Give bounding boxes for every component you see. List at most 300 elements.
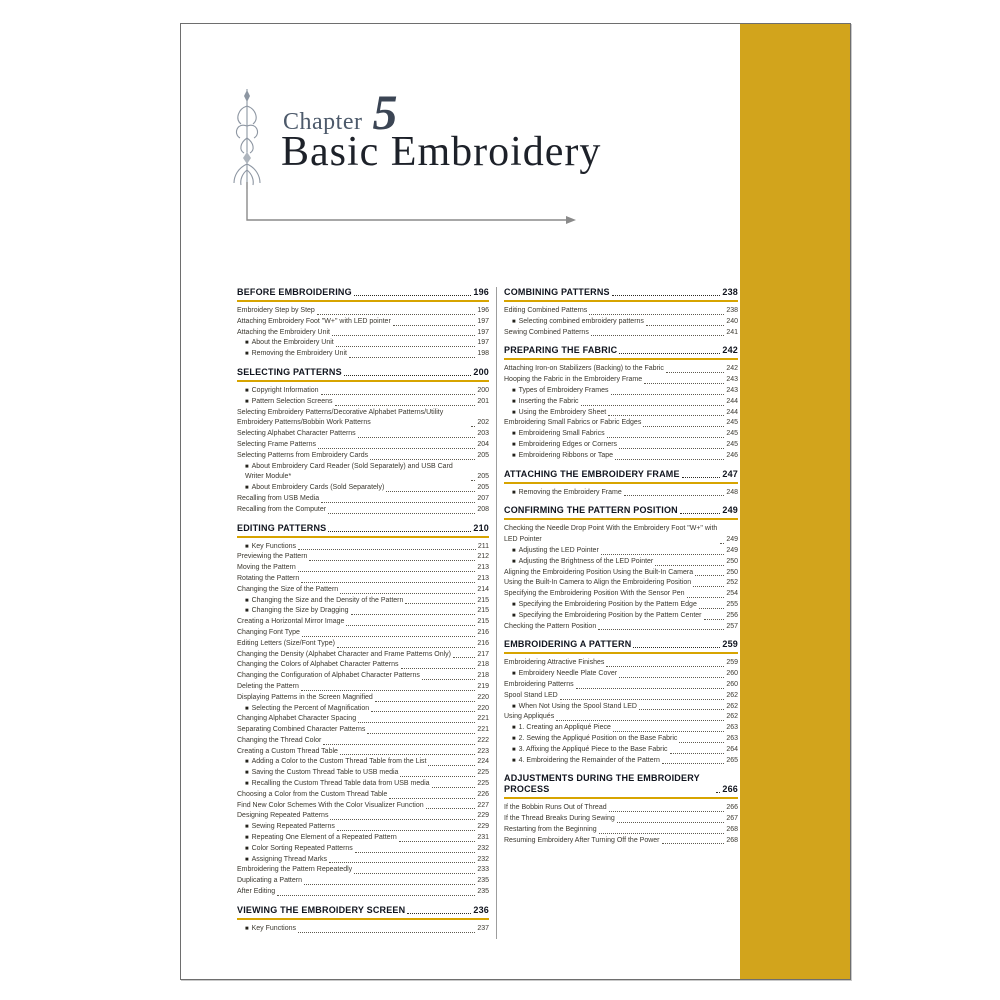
page-number: 266 [726,804,738,812]
toc-entry [504,803,738,814]
toc-entry-label: Changing the Density (Alphabet Character and Frame Patterns Only) [237,650,451,658]
bullet-square-icon: ■ [512,431,516,438]
dot-leader [646,325,724,326]
toc-entry-label: Specifying the Embroidering Position With the Sensor Pen [504,590,685,598]
toc-entry [504,578,738,589]
page-number: 215 [477,618,489,626]
toc-entry-label: ■ Key Functions [245,924,296,932]
page-number: 235 [477,888,489,896]
toc-entry-label: Creating a Horizontal Mirror Image [237,618,345,626]
dot-leader [662,843,725,844]
page-number: 263 [726,724,738,732]
toc-section [504,505,738,632]
page-number: 210 [473,522,489,533]
toc-section [237,905,489,935]
toc-entry-label: ■ About the Embroidery Unit [245,339,334,347]
toc-entry [237,757,489,768]
toc-entry-label: Attaching Iron-on Stabilizers (Backing) to the Fabric [504,365,664,373]
toc-entry [504,658,738,669]
dot-leader [321,502,475,503]
page-number: 245 [726,430,738,438]
toc-entry-label: Using Appliqués [504,713,555,721]
toc-entry [504,386,738,397]
page-number: 262 [726,713,738,721]
page-number: 201 [477,397,489,405]
bullet-square-icon: ■ [512,452,516,459]
toc-entry-label: Hooping the Fabric in the Embroidery Frame [504,376,643,384]
toc-section-header-label: SELECTING PATTERNS [237,366,342,377]
toc-entry-label: Aligning the Embroidering Position Using the Built-In Camera [504,568,694,576]
dot-leader [328,531,471,532]
page-number: 237 [477,924,489,932]
page-number: 241 [726,328,738,336]
page-number: 262 [726,691,738,699]
page-number: 249 [722,505,738,516]
toc-entry [237,386,489,397]
dot-leader [643,426,724,427]
dot-leader [340,754,475,755]
dot-leader [346,625,475,626]
toc-entry-label: ■ Inserting the Fabric [512,397,579,405]
toc-entry-label: Selecting Embroidery Patterns/Decorative Alphabet Patterns/Utility Embroidery Patterns/Bobbin Work Patterns [237,408,444,427]
bullet-square-icon: ■ [512,409,516,416]
page-number: 249 [726,536,738,544]
toc-entry-label: After Editing [237,888,276,896]
bullet-square-icon: ■ [245,608,249,615]
section-gold-rule [504,300,738,302]
dot-leader [612,295,721,296]
dot-leader [344,375,472,376]
dot-leader [655,565,724,566]
toc-entry-label: Selecting Frame Patterns [237,440,316,448]
toc-entry-label: Changing the Configuration of Alphabet Character Patterns [237,672,420,680]
toc-entry-label: ■ 4. Embroidering the Remainder of the Pattern [512,756,660,764]
dot-leader [393,325,476,326]
toc-entry-label: ■ Removing the Embroidery Frame [512,488,622,496]
toc-section [504,287,738,338]
toc-entry-label: Selecting Patterns from Embroidery Cards [237,451,369,459]
toc-entry [237,693,489,704]
toc-section-header-label: EDITING PATTERNS [237,522,327,533]
toc-entry [504,691,738,702]
toc-entry [237,494,489,505]
dot-leader [639,709,724,710]
toc-entry-label: Editing Combined Patterns [504,307,588,314]
bullet-square-icon: ■ [245,543,249,550]
dot-leader [323,744,475,745]
toc-entry [237,306,489,317]
toc-entry [237,768,489,779]
page-number: 218 [477,672,489,680]
page-number: 222 [477,736,489,744]
toc-entry-label: Recalling from USB Media [237,494,320,502]
page-number: 219 [477,682,489,690]
bullet-square-icon: ■ [512,441,516,448]
dot-leader [615,459,724,460]
toc-entry-label: Attaching Embroidery Foot "W+" with LED pointer [237,317,391,325]
page-number: 229 [477,812,489,820]
toc-entry-label: ■ Copyright Information [245,386,319,394]
page-number: 245 [726,419,738,427]
bullet-square-icon: ■ [512,612,516,619]
page-number: 232 [477,844,489,852]
toc-entry-label: Changing the Thread Color [237,736,322,744]
page-number: 235 [477,877,489,885]
toc-section [504,773,738,846]
toc-entry-label: Creating a Custom Thread Table [237,747,338,755]
toc-entry-label: Deleting the Pattern [237,682,299,690]
toc-entry [504,836,738,847]
bullet-square-icon: ■ [245,398,249,405]
toc-entry-label: Changing Font Type [237,628,300,636]
page-number: 245 [726,440,738,448]
toc-section-header [237,905,489,916]
dot-leader [277,895,475,896]
toc-entry-label: If the Thread Breaks During Sewing [504,815,615,823]
toc-entry-label: ■ 2. Sewing the Appliqué Position on the Base Fabric [512,734,678,742]
toc-entry [237,811,489,822]
page-number: 226 [477,790,489,798]
right-arrow-line-icon [237,182,587,228]
toc-entry-label: ■ About Embroidery Card Reader (Sold Separately) and USB Card Writer Module* [245,462,453,481]
toc-entry [237,650,489,661]
toc-entry-label: ■ Color Sorting Repeated Patterns [245,844,353,852]
dot-leader [619,353,720,354]
toc-section-header [504,639,738,650]
toc-entry [237,552,489,563]
toc-entry-label: Designing Repeated Patterns [237,812,329,820]
page-number: 205 [477,451,489,459]
dot-leader [576,688,725,689]
toc-entry [237,704,489,715]
toc-entry-label: Choosing a Color from the Custom Thread Table [237,790,388,798]
toc-entry [504,440,738,451]
dot-leader [335,405,476,406]
toc-entry [237,887,489,898]
page-number: 264 [726,745,738,753]
toc-section [237,287,489,360]
toc-entry-label: Separating Combined Character Patterns [237,726,366,734]
toc-entry [504,702,738,713]
bullet-square-icon: ■ [512,558,516,565]
bullet-square-icon: ■ [512,735,516,742]
dot-leader [633,647,720,648]
toc-entry [237,736,489,747]
page-number: 240 [726,317,738,325]
page-number: 215 [477,607,489,615]
dot-leader [317,314,475,315]
bullet-square-icon: ■ [512,547,516,554]
toc-entry [504,568,738,579]
toc-entry [237,660,489,671]
page-number: 225 [477,780,489,788]
toc-entry [237,844,489,855]
section-gold-rule [237,300,489,302]
dot-leader [687,597,725,598]
page-number: 220 [477,693,489,701]
page-number: 221 [477,726,489,734]
toc-entry [237,483,489,494]
dot-leader [680,513,721,514]
dot-leader [328,513,475,514]
bullet-square-icon: ■ [245,856,249,863]
dot-leader [371,711,475,712]
chapter-number: 5 [372,84,398,140]
dot-leader [298,549,476,550]
page-number: 268 [726,825,738,833]
toc-entry [237,349,489,360]
section-gold-rule [237,536,489,538]
toc-entry-label: Embroidery Step by Step [237,307,315,314]
dot-leader [336,346,476,347]
toc-entry [237,876,489,887]
page-number: 223 [477,747,489,755]
toc-entry-label: ■ Saving the Custom Thread Table to USB media [245,769,399,777]
toc-entry [504,306,738,317]
page-number: 252 [726,579,738,587]
toc-entry [504,397,738,408]
section-gold-rule [504,358,738,360]
page-number: 263 [726,734,738,742]
page-number: 260 [726,680,738,688]
toc-entry [237,801,489,812]
dot-leader [428,765,475,766]
toc-entry [504,723,738,734]
toc-entry-label: Changing the Colors of Alphabet Character Patterns [237,661,399,669]
dot-leader [619,448,724,449]
dot-leader [301,582,475,583]
dot-leader [298,932,475,933]
toc-entry-label: ■ Adding a Color to the Custom Thread Table from the List [245,758,427,766]
toc-entry-label: Using the Built-In Camera to Align the Embroidering Position [504,579,692,587]
toc-entry-label: Moving the Pattern [237,564,296,572]
toc-section-header [504,505,738,516]
toc-entry [504,557,738,568]
page-number: 225 [477,769,489,777]
page-number: 260 [726,670,738,678]
dot-leader [613,731,724,732]
toc-entry [504,364,738,375]
toc-entry-label: ■ Pattern Selection Screens [245,397,333,405]
toc-entry-label: ■ Adjusting the LED Pointer [512,546,599,554]
toc-section [237,367,489,516]
bullet-square-icon: ■ [245,340,249,347]
dot-leader [337,830,475,831]
bullet-square-icon: ■ [512,746,516,753]
toc-entry [237,865,489,876]
toc-entry [237,617,489,628]
dot-leader [329,862,475,863]
toc-entry-label: ■ Embroidering Ribbons or Tape [512,451,614,459]
dot-leader [337,647,475,648]
dot-leader [693,586,724,587]
toc-entry-label: Embroidering Small Fabrics or Fabric Edges [504,419,642,427]
toc-entry-label: Previewing the Pattern [237,553,308,561]
dot-leader [298,571,476,572]
toc-entry-label: Changing Alphabet Character Spacing [237,715,357,723]
chapter-label: Chapter [283,109,363,135]
toc-entry [504,418,738,429]
toc-section-header-label: ATTACHING THE EMBROIDERY FRAME [504,468,680,479]
toc-entry-label: ■ Specifying the Embroidering Position by the Pattern Edge [512,600,697,608]
page-number: 203 [477,430,489,438]
dot-leader [370,459,475,460]
toc-section-header-label: ADJUSTMENTS DURING THE EMBROIDERY PROCESS [504,773,700,795]
toc-entry [237,440,489,451]
toc-entry-label: ■ Types of Embroidery Frames [512,386,609,394]
bullet-square-icon: ■ [512,398,516,405]
toc-entry-label: ■ Embroidery Needle Plate Cover [512,670,618,678]
page-number: 197 [477,317,489,325]
toc-section-header-label: BEFORE EMBROIDERING [237,287,352,297]
page-number: 214 [477,585,489,593]
page-number: 213 [477,574,489,582]
dot-leader [617,822,725,823]
toc-entry-label: Checking the Pattern Position [504,622,597,630]
toc-entry-label: Changing the Size of the Pattern [237,585,339,593]
bullet-square-icon: ■ [245,835,249,842]
toc-entry-label: Sewing Combined Patterns [504,328,589,336]
toc-entry-label: ■ Changing the Size by Dragging [245,607,349,615]
toc-section-header-label: CONFIRMING THE PATTERN POSITION [504,505,678,516]
page-number: 238 [726,307,738,314]
toc-entry-label: ■ Embroidering Edges or Corners [512,440,618,448]
page-number: 215 [477,596,489,604]
toc-entry-label: ■ Specifying the Embroidering Position by the Pattern Center [512,611,702,619]
bullet-square-icon: ■ [245,770,249,777]
toc-entry [237,462,489,484]
toc-entry-label: ■ Using the Embroidery Sheet [512,408,607,416]
page-number: 197 [477,339,489,347]
toc-left-column [237,287,489,935]
toc-entry [237,397,489,408]
page-number: 243 [726,386,738,394]
toc-entry [237,317,489,328]
page-number: 211 [477,542,489,550]
manual-page [180,23,851,980]
toc-entry-label: ■ When Not Using the Spool Stand LED [512,702,637,710]
toc-entry [237,606,489,617]
toc-entry [237,855,489,866]
dot-leader [589,314,724,315]
dot-leader [400,776,475,777]
page-number: 217 [477,650,489,658]
toc-entry-label: Resuming Embroidery After Turning Off the Power [504,836,660,844]
toc-entry [237,924,489,935]
page-number: 256 [726,611,738,619]
toc-entry [504,611,738,622]
toc-entry [504,622,738,633]
toc-entry [237,671,489,682]
bullet-square-icon: ■ [245,845,249,852]
bullet-square-icon: ■ [245,485,249,492]
dot-leader [471,426,475,427]
toc-entry-label: ■ Embroidering Small Fabrics [512,430,605,438]
dot-leader [670,753,725,754]
dot-leader [309,560,475,561]
page-number: 200 [477,386,489,394]
dot-leader [401,668,476,669]
dot-leader [679,742,724,743]
dot-leader [304,884,475,885]
page-number: 257 [726,622,738,630]
page-number: 227 [477,801,489,809]
dot-leader [349,357,475,358]
toc-entry-label: Spool Stand LED [504,691,558,699]
dot-leader [426,808,476,809]
toc-entry-label: Embroidering Attractive Finishes [504,659,605,667]
page-number: 207 [477,494,489,502]
toc-section-header [504,287,738,298]
toc-section-header [237,367,489,378]
toc-entry [237,574,489,585]
bullet-square-icon: ■ [512,725,516,732]
toc-entry-label: ■ Repeating One Element of a Repeated Pattern [245,834,397,842]
dot-leader [386,491,475,492]
dot-leader [302,636,475,637]
page-number: 205 [477,484,489,492]
page-number: 266 [722,784,738,795]
page-number: 213 [477,564,489,572]
toc-entry [237,451,489,462]
page-number: 250 [726,568,738,576]
dot-leader [375,701,476,702]
toc-entry-label: Checking the Needle Drop Point With the Embroidery Foot "W+" with LED Pointer [504,525,718,544]
toc-entry [504,317,738,328]
bullet-square-icon: ■ [512,387,516,394]
bullet-square-icon: ■ [245,781,249,788]
column-divider [496,287,497,939]
toc-section-header [237,287,489,298]
page-number: 262 [726,702,738,710]
toc-entry [237,596,489,607]
dot-leader [399,841,476,842]
toc-entry-label: Duplicating a Pattern [237,877,302,885]
dot-leader [662,763,724,764]
page-number: 216 [477,639,489,647]
section-gold-rule [237,918,489,920]
page-number: 231 [477,834,489,842]
toc-entry [504,408,738,419]
page-number: 246 [726,451,738,459]
toc-entry [504,745,738,756]
toc-entry-label: ■ Removing the Embroidery Unit [245,350,347,358]
toc-entry-label: ■ Selecting the Percent of Magnification [245,704,370,712]
dot-leader [560,699,725,700]
page-number: 232 [477,855,489,863]
page-number: 244 [726,397,738,405]
toc-entry [237,714,489,725]
toc-entry-label: Attaching the Embroidery Unit [237,328,330,336]
toc-section-header [504,345,738,356]
toc-entry [504,814,738,825]
dot-leader [354,295,472,296]
page-number: 249 [726,546,738,554]
page-title: Basic Embroidery [281,129,602,175]
dot-leader [581,405,725,406]
toc-entry [504,734,738,745]
dot-leader [611,394,725,395]
toc-entry [237,505,489,516]
dot-leader [432,787,476,788]
page-number: 243 [726,376,738,384]
bullet-square-icon: ■ [512,757,516,764]
bullet-square-icon: ■ [245,824,249,831]
dot-leader [367,733,475,734]
toc-entry [237,585,489,596]
dot-leader [607,437,725,438]
toc-section [237,523,489,898]
